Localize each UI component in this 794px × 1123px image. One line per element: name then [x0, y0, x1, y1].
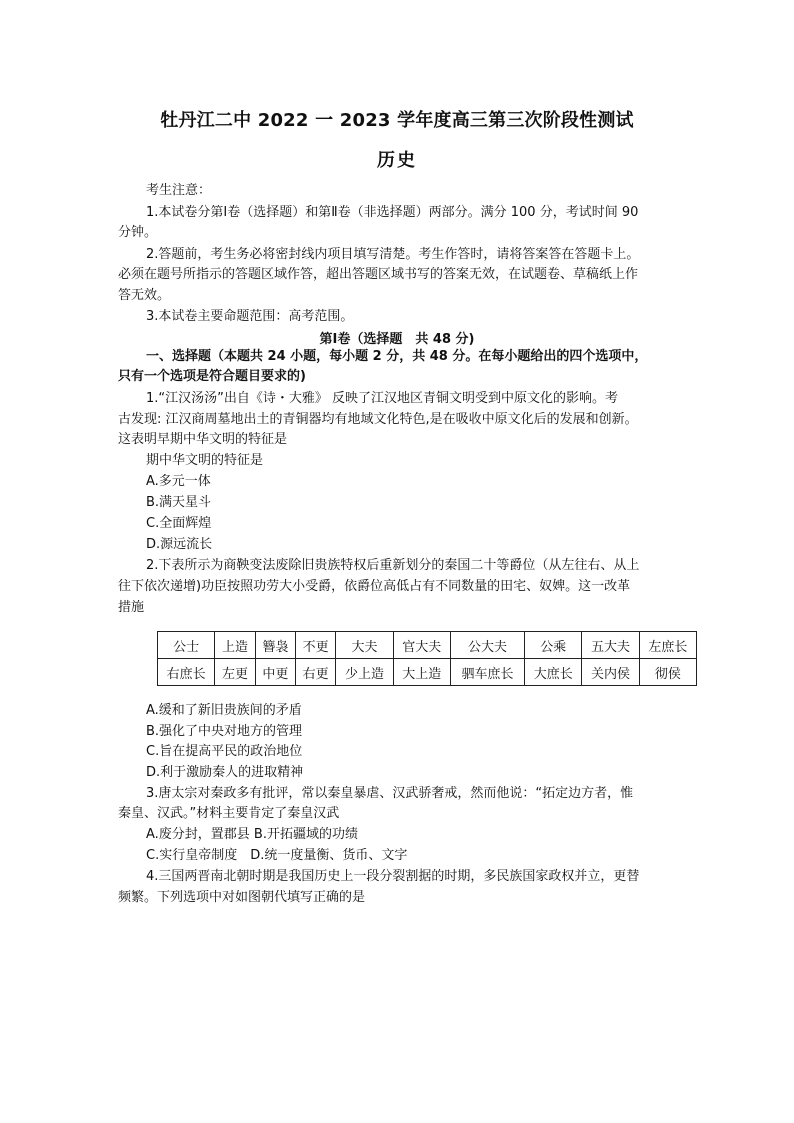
- q2-stem-cont2: 措施: [118, 600, 145, 615]
- q2-option-c: C.旨在提高平民的政治地位: [146, 744, 303, 759]
- table-cell: 中更: [255, 659, 295, 686]
- q2-option-b: B.强化了中央对地方的管理: [146, 724, 303, 739]
- table-cell: 簪袅: [255, 632, 295, 659]
- notice-heading: 考生注意：: [146, 183, 212, 198]
- table-cell: 大庶长: [525, 659, 582, 686]
- q2-stem-cont: 往下依次递增)功臣按照功劳大小受爵，依爵位高低占有不同数量的田宅、奴婢。这一改革: [118, 579, 631, 594]
- q4-stem-cont: 频繁。下列选项中对如图朝代填写正确的是: [118, 890, 366, 905]
- table-cell: 少上造: [336, 659, 393, 686]
- q2-option-a: A.缓和了新旧贵族间的矛盾: [146, 703, 302, 718]
- notice-item-1-cont: 分钟。: [118, 225, 158, 240]
- q2-option-d: D.利于激励秦人的进取精神: [146, 765, 304, 780]
- notice-item-1: 1.本试卷分第Ⅰ卷（选择题）和第Ⅱ卷（非选择题）两部分。满分 100 分，考试时间 90: [146, 205, 639, 220]
- table-cell: 左庶长: [639, 632, 696, 659]
- table-cell: 关内侯: [582, 659, 639, 686]
- q1-option-c: C.全面辉煌: [146, 516, 212, 531]
- q1-option-a: A.多元一体: [146, 474, 211, 489]
- table-cell: 大夫: [336, 632, 393, 659]
- q3-options-row-1: A.废分封，置郡县 B.开拓疆域的功绩: [146, 827, 358, 842]
- q3-options-row-2: C.实行皇帝制度 D.统一度量衡、货币、文字: [146, 848, 408, 863]
- notice-item-2: 2.答题前，考生务必将密封线内项目填写清楚。考生作答时，请将答案答在答题卡上。: [146, 247, 640, 262]
- table-cell: 右庶长: [158, 659, 215, 686]
- table-cell: 不更: [296, 632, 336, 659]
- section-instruction: 一、选择题（本题共 24 小题，每小题 2 分，共 48 分。在每小题给出的四个选项中，: [146, 349, 648, 364]
- table-cell: 驷车庶长: [450, 659, 524, 686]
- table-row: [158, 632, 697, 659]
- table-row: [158, 659, 697, 686]
- q1-option-b: B.满天星斗: [146, 495, 212, 510]
- table-cell: 左更: [215, 659, 255, 686]
- q4-stem: 4.三国两晋南北朝时期是我国历史上一段分裂割据的时期，多民族国家政权并立，更替: [146, 869, 640, 884]
- table-cell: 公大夫: [450, 632, 524, 659]
- table-cell: 彻侯: [639, 659, 696, 686]
- q1-option-d: D.源远流长: [146, 537, 213, 552]
- q1-stem-cont3: 期中华文明的特征是: [146, 453, 264, 468]
- notice-item-3: 3.本试卷主要命题范围：高考范围。: [146, 309, 354, 324]
- subject-title: 历史: [377, 150, 417, 171]
- q3-stem-cont: 秦皇、汉武。”材料主要肯定了秦皇汉武: [118, 806, 340, 821]
- notice-item-2-cont: 必须在题号所指示的答题区域作答，超出答题区域书写的答案无效，在试题卷、草稿纸上作: [118, 267, 639, 282]
- q1-stem: 1.“江汉汤汤”出自《诗・大雅》 反映了江汉地区青铜文明受到中原文化的影响。考: [146, 391, 619, 406]
- q3-stem: 3.唐太宗对秦政多有批评，常以秦皇暴虐、汉武骄奢戒，然而他说：“拓定边方者，惟: [146, 786, 634, 801]
- table-cell: 公士: [158, 632, 215, 659]
- section-instruction-cont: 只有一个选项是符合题目要求的): [118, 369, 306, 384]
- table-cell: 上造: [215, 632, 255, 659]
- table-cell: 公乘: [525, 632, 582, 659]
- rank-table: [157, 631, 697, 686]
- section-title: 第Ⅰ卷（选择题 共 48 分): [319, 332, 475, 347]
- notice-item-2-cont2: 答无效。: [118, 288, 171, 303]
- table-cell: 官大夫: [393, 632, 450, 659]
- table-cell: 右更: [296, 659, 336, 686]
- q2-stem: 2.下表所示为商鞅变法废除旧贵族特权后重新划分的秦国二十等爵位（从左往右、从上: [146, 558, 640, 573]
- q1-stem-cont2: 这表明早期中华文明的特征是: [118, 432, 288, 447]
- table-cell: 大上造: [393, 659, 450, 686]
- exam-title: 牡丹江二中 2022 一 2023 学年度高三第三次阶段性测试: [160, 110, 634, 131]
- table-cell: 五大夫: [582, 632, 639, 659]
- q1-stem-cont: 古发现: 江汉商周墓地出土的青铜器均有地域文化特色,是在吸收中原文化后的发展和创新。: [118, 412, 638, 427]
